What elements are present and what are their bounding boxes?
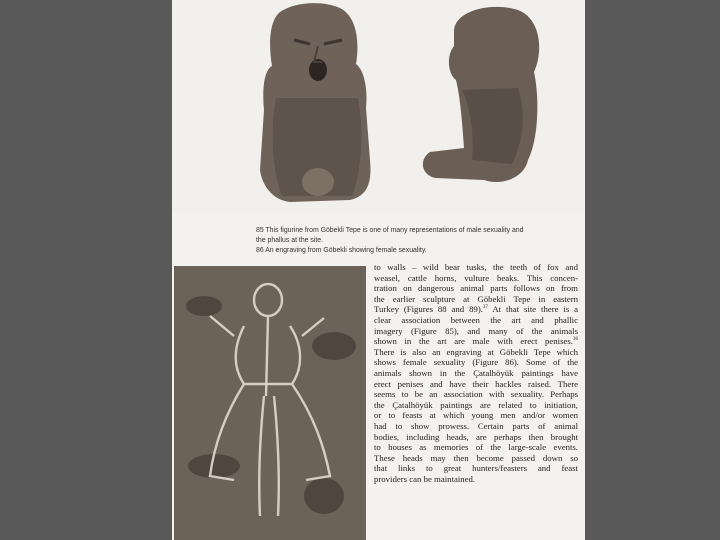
text-line: shows female sexuality (Figure 86). Some of the <box>374 357 578 368</box>
footnote-marker: 36 <box>573 337 578 343</box>
text-line: providers can be maintained. <box>374 473 476 484</box>
text-line: to walls – wild bear tusks, the teeth of fox and <box>374 262 578 272</box>
caption-line: the phallus at the site. <box>256 236 324 244</box>
text-line: clear association between the art and phallic <box>374 314 578 325</box>
text-line: to houses as memories of the large-scale events. <box>374 442 578 453</box>
text-line: seems to be an association with sexuality. Perhaps <box>374 389 578 400</box>
text-line: There is also an engraving at Göbekli Tepe which <box>374 346 578 357</box>
text-line <box>374 336 578 347</box>
text-line <box>374 304 578 315</box>
text-line: the Çatalhöyük paintings are related to initiation, <box>374 399 578 410</box>
text-span: At that site there is a <box>487 304 579 315</box>
caption-line: 85 This figurine from Göbekli Tepe is one of many representations of male sexuality and <box>256 227 524 234</box>
caption-line: 86 An engraving from Göbekli showing female sexuality. <box>256 246 427 254</box>
text-line: erect penises and have their hackles raised. There <box>374 378 578 389</box>
text-span: shown in the art are male with erect penises. <box>374 336 573 347</box>
figurine-photographs <box>172 0 585 213</box>
text-line: or to feasts at which young men and/or women <box>374 410 578 421</box>
figurine-front-view <box>260 3 370 202</box>
text-span: Turkey (Figures 88 and 89). <box>374 304 483 315</box>
text-line: imagery (Figure 85), and many of the animals <box>374 325 578 336</box>
figurine-side-view <box>423 7 539 182</box>
figure-captions <box>256 226 576 255</box>
book-page <box>172 0 585 540</box>
text-line: had to show prowess. Certain parts of animal <box>374 420 578 431</box>
text-line: These heads may then become passed down so <box>374 452 578 463</box>
text-line: bodies, including heads, are perhaps then brought <box>374 431 578 442</box>
body-text <box>374 262 578 484</box>
text-line: animals shown in the Çatalhöyük paintings have <box>374 367 578 378</box>
text-line: tration on dangerous animal parts follows on from <box>374 283 578 294</box>
footnote-marker: 37 <box>482 305 488 311</box>
text-line: the earlier sculpture at Göbekli Tepe in eastern <box>374 293 578 304</box>
text-line: weasel, cattle horns, vulture beaks. This concen- <box>374 272 578 283</box>
engraving-photograph <box>174 266 366 540</box>
text-line: that links to great hunters/feasters and feast <box>374 463 578 474</box>
